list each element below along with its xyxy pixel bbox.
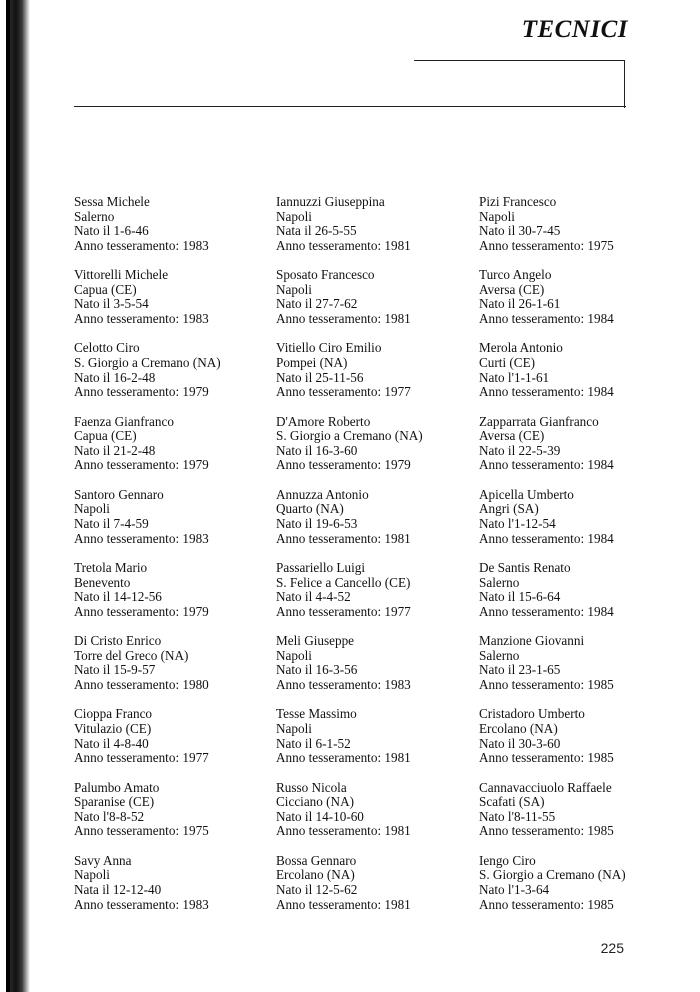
person-name: Tretola Mario [74,560,148,575]
person-entry [74,854,284,912]
person-birth: Nato il 3-5-54 [74,296,149,312]
person-place: Ercolano (NA) [276,867,355,883]
person-birth: Nato il 16-3-56 [276,662,358,678]
person-birth: Nato il 6-1-52 [276,735,351,751]
person-year: Anno tesseramento: 1983 [276,676,411,692]
person-entry [479,195,689,253]
person-name: Pizi Francesco [479,194,557,209]
person-birth: Nato il 15-9-57 [74,662,156,678]
person-name: Annuzza Antonio [276,486,369,502]
person-entry [74,707,284,765]
person-year: Anno tesseramento: 1984 [479,530,614,546]
person-birth: Nato il 19-6-53 [276,515,358,531]
person-name: Manzione Giovanni [479,633,585,649]
person-year: Anno tesseramento: 1977 [276,384,411,400]
person-place: Napoli [479,208,515,224]
person-entry [479,634,689,692]
person-name: Russo Nicola [276,779,347,795]
person-birth: Nato il 27-7-62 [276,296,358,312]
person-birth: Nato l'1-12-54 [479,515,556,531]
person-birth: Nato il 16-2-48 [74,369,156,385]
person-name: Sessa Michele [74,194,150,209]
person-place: S. Giorgio a Cremano (NA) [479,867,626,883]
person-year: Anno tesseramento: 1983 [74,896,209,912]
person-entry [276,634,486,692]
person-name: Iannuzzi Giuseppina [276,194,385,209]
person-birth: Nato il 4-8-40 [74,735,149,751]
person-place: Angri (SA) [479,501,539,517]
person-place: Sparanise (CE) [74,794,155,810]
person-year: Anno tesseramento: 1985 [479,676,614,692]
person-place: Curti (CE) [479,354,536,370]
header-rule [74,106,626,107]
person-place: Quarto (NA) [276,501,344,517]
person-name: Cioppa Franco [74,706,153,722]
person-birth: Nato il 15-6-64 [479,589,561,605]
person-entry [479,488,689,546]
person-birth: Nato il 12-5-62 [276,881,358,897]
person-entry [479,781,689,839]
person-birth: Nato l'8-8-52 [74,808,145,824]
person-birth: Nato il 26-1-61 [479,296,561,312]
person-place: Capua (CE) [74,428,137,444]
person-name: Cristadoro Umberto [479,706,585,722]
person-entry [276,268,486,326]
person-entry [276,781,486,839]
person-place: Salerno [74,208,115,224]
person-entry [276,415,486,473]
person-entry [74,634,284,692]
person-year: Anno tesseramento: 1981 [276,750,411,766]
person-entry [276,707,486,765]
person-name: Di Cristo Enrico [74,633,162,649]
person-birth: Nato il 7-4-59 [74,515,149,531]
person-year: Anno tesseramento: 1975 [74,823,209,839]
person-year: Anno tesseramento: 1983 [74,237,209,253]
person-place: Aversa (CE) [479,281,545,297]
person-entry [276,561,486,619]
person-birth: Nato il 25-11-56 [276,369,364,385]
person-year: Anno tesseramento: 1980 [74,676,209,692]
person-year: Anno tesseramento: 1985 [479,750,614,766]
person-birth: Nata il 26-5-55 [276,223,357,239]
person-place: Napoli [276,720,312,736]
person-place: Napoli [276,647,312,663]
person-year: Anno tesseramento: 1983 [74,530,209,546]
person-entry [479,268,689,326]
person-birth: Nato il 14-12-56 [74,589,162,605]
person-entry [276,854,486,912]
person-place: Vitulazio (CE) [74,720,152,736]
person-birth: Nato il 4-4-52 [276,589,351,605]
person-entry [479,561,689,619]
person-name: Celotto Ciro [74,340,140,356]
person-entry [74,488,284,546]
person-birth: Nato il 30-7-45 [479,223,561,239]
person-birth: Nato l'1-3-64 [479,881,550,897]
person-place: Salerno [479,574,520,590]
person-name: Turco Angelo [479,267,552,283]
person-year: Anno tesseramento: 1979 [276,457,411,473]
person-entry [74,415,284,473]
person-birth: Nato il 23-1-65 [479,662,561,678]
person-year: Anno tesseramento: 1979 [74,457,209,473]
person-name: Sposato Francesco [276,267,375,283]
person-name: Zapparrata Gianfranco [479,413,599,429]
person-place: Aversa (CE) [479,428,545,444]
person-name: Cannavacciuolo Raffaele [479,779,612,795]
person-name: Meli Giuseppe [276,633,355,649]
person-year: Anno tesseramento: 1979 [74,603,209,619]
person-place: S. Felice a Cancello (CE) [276,574,411,590]
page-number: 225 [600,940,624,956]
person-name: Savy Anna [74,852,132,868]
person-entry [479,415,689,473]
person-year: Anno tesseramento: 1981 [276,530,411,546]
person-entry [479,854,689,912]
person-place: Pompei (NA) [276,354,348,370]
person-birth: Nato l'1-1-61 [479,369,550,385]
person-year: Anno tesseramento: 1981 [276,237,411,253]
person-year: Anno tesseramento: 1981 [276,823,411,839]
person-birth: Nato il 1-6-46 [74,223,149,239]
person-year: Anno tesseramento: 1981 [276,896,411,912]
person-birth: Nato il 21-2-48 [74,442,156,458]
person-name: Merola Antonio [479,340,563,356]
person-name: Santoro Gennaro [74,486,164,502]
person-entry [479,341,689,399]
person-birth: Nato l'8-11-55 [479,808,556,824]
person-entry [276,488,486,546]
person-year: Anno tesseramento: 1977 [74,750,209,766]
person-birth: Nato il 16-3-60 [276,442,358,458]
person-year: Anno tesseramento: 1984 [479,603,614,619]
person-year: Anno tesseramento: 1985 [479,823,614,839]
person-place: Salerno [479,647,520,663]
person-place: S. Giorgio a Cremano (NA) [276,428,423,444]
person-year: Anno tesseramento: 1979 [74,384,209,400]
person-place: Ercolano (NA) [479,720,558,736]
title-frame-box [414,60,625,108]
person-year: Anno tesseramento: 1984 [479,384,614,400]
person-place: Cicciano (NA) [276,794,354,810]
person-place: S. Giorgio a Cremano (NA) [74,354,221,370]
person-year: Anno tesseramento: 1983 [74,310,209,326]
person-name: Faenza Gianfranco [74,413,174,429]
person-year: Anno tesseramento: 1975 [479,237,614,253]
person-year: Anno tesseramento: 1984 [479,457,614,473]
person-entry [479,707,689,765]
person-name: Vitiello Ciro Emilio [276,340,382,356]
person-year: Anno tesseramento: 1981 [276,310,411,326]
person-name: Apicella Umberto [479,486,574,502]
person-place: Napoli [276,281,312,297]
person-name: D'Amore Roberto [276,413,371,429]
person-name: Palumbo Amato [74,779,160,795]
person-name: De Santis Renato [479,560,571,575]
person-year: Anno tesseramento: 1977 [276,603,411,619]
person-place: Napoli [74,501,110,517]
person-name: Iengo Ciro [479,852,536,868]
person-entry [74,341,284,399]
page-title: TECNICI [521,16,628,43]
person-entry [74,561,284,619]
person-name: Tesse Massimo [276,706,357,722]
person-birth: Nato il 30-3-60 [479,735,561,751]
person-place: Napoli [276,208,312,224]
person-place: Scafati (SA) [479,794,545,810]
person-birth: Nato il 22-5-39 [479,442,561,458]
person-year: Anno tesseramento: 1985 [479,896,614,912]
person-birth: Nata il 12-12-40 [74,881,162,897]
person-entry [276,195,486,253]
binding-shadow [6,0,10,992]
person-entry [74,781,284,839]
person-name: Bossa Gennaro [276,852,357,868]
person-entry [74,195,284,253]
person-name: Vittorelli Michele [74,267,169,283]
person-place: Napoli [74,867,110,883]
person-entry [276,341,486,399]
person-place: Benevento [74,574,131,590]
person-place: Torre del Greco (NA) [74,647,189,663]
person-year: Anno tesseramento: 1984 [479,310,614,326]
person-birth: Nato il 14-10-60 [276,808,364,824]
person-place: Capua (CE) [74,281,137,297]
person-entry [74,268,284,326]
person-name: Passariello Luigi [276,560,366,575]
